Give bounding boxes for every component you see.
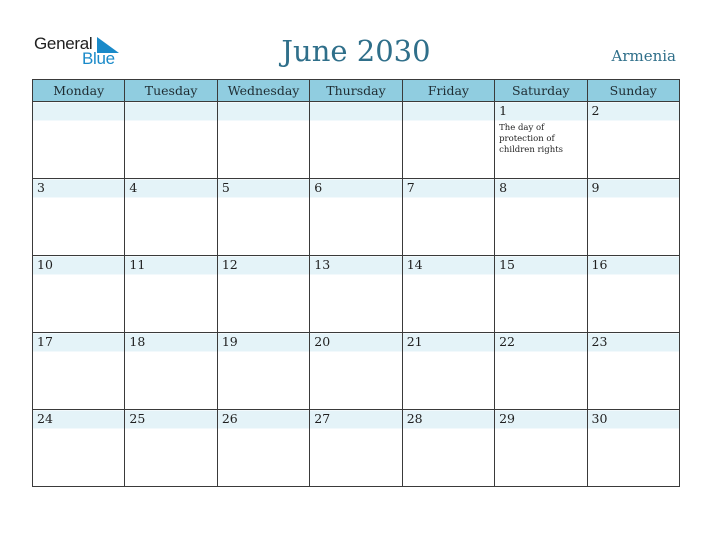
day-number: 1 xyxy=(499,103,508,118)
weekday-header: Friday xyxy=(402,80,494,102)
day-number: 16 xyxy=(591,257,608,272)
day-cell xyxy=(402,333,494,410)
day-cell xyxy=(217,410,309,487)
day-number: 23 xyxy=(591,334,608,349)
day-number: 2 xyxy=(591,103,600,118)
logo-word-general: General xyxy=(34,34,93,53)
day-number: 9 xyxy=(591,180,600,195)
day-cell xyxy=(33,333,125,410)
country-label: Armenia xyxy=(611,47,676,65)
day-cell xyxy=(33,179,125,256)
day-cell xyxy=(217,179,309,256)
day-cell xyxy=(402,179,494,256)
day-number: 27 xyxy=(314,411,331,426)
day-cell xyxy=(33,256,125,333)
day-number: 19 xyxy=(221,334,238,349)
day-cell xyxy=(587,256,679,333)
day-cell xyxy=(125,333,217,410)
day-number: 28 xyxy=(406,411,423,426)
day-cell xyxy=(217,102,309,179)
week-row xyxy=(33,102,680,179)
day-cell xyxy=(33,410,125,487)
weekday-header: Monday xyxy=(33,80,125,102)
day-cell xyxy=(310,256,402,333)
week-row xyxy=(33,179,680,256)
day-cell xyxy=(217,333,309,410)
day-number: 30 xyxy=(591,411,608,426)
day-number: 18 xyxy=(129,334,146,349)
day-number: 24 xyxy=(37,411,53,426)
day-cell xyxy=(495,179,587,256)
day-cell xyxy=(587,333,679,410)
day-cell xyxy=(310,333,402,410)
weekday-header-row xyxy=(33,80,680,102)
day-number: 13 xyxy=(314,257,331,272)
day-cell xyxy=(587,410,679,487)
day-cell xyxy=(402,102,494,179)
day-number xyxy=(403,102,494,120)
day-number: 17 xyxy=(37,334,53,349)
day-number xyxy=(33,102,124,120)
day-number xyxy=(310,102,401,120)
day-cell xyxy=(587,179,679,256)
page-title: June 2030 xyxy=(281,34,431,68)
week-row xyxy=(33,410,680,487)
day-cell xyxy=(495,256,587,333)
weekday-header: Sunday xyxy=(587,80,679,102)
day-number: 8 xyxy=(499,180,508,195)
day-cell xyxy=(587,102,679,179)
day-cell xyxy=(125,410,217,487)
weekday-header: Tuesday xyxy=(125,80,217,102)
holiday-note: The day of protection of children rights xyxy=(499,123,563,155)
weekday-header: Thursday xyxy=(310,80,402,102)
day-cell xyxy=(495,102,587,179)
day-number: 5 xyxy=(221,180,230,195)
day-number: 6 xyxy=(314,180,323,195)
day-cell xyxy=(495,410,587,487)
day-cell xyxy=(125,102,217,179)
weekday-header: Saturday xyxy=(495,80,587,102)
day-number: 25 xyxy=(129,411,146,426)
day-cell xyxy=(217,256,309,333)
day-number xyxy=(218,102,309,120)
day-cell xyxy=(310,410,402,487)
day-cell xyxy=(402,256,494,333)
day-number: 11 xyxy=(129,257,146,272)
day-cell xyxy=(33,102,125,179)
day-cell xyxy=(310,179,402,256)
logo-word-blue: Blue xyxy=(82,49,115,68)
day-cell xyxy=(125,179,217,256)
day-cell xyxy=(310,102,402,179)
day-cell xyxy=(125,256,217,333)
day-number: 15 xyxy=(499,257,516,272)
day-number xyxy=(125,102,216,120)
day-cell xyxy=(495,333,587,410)
week-row xyxy=(33,256,680,333)
day-cell xyxy=(402,410,494,487)
weekday-header: Wednesday xyxy=(217,80,309,102)
day-number: 29 xyxy=(499,411,516,426)
day-number: 7 xyxy=(406,180,415,195)
day-number: 4 xyxy=(129,180,138,195)
day-number: 12 xyxy=(221,257,238,272)
day-number: 3 xyxy=(37,180,45,195)
day-number: 21 xyxy=(406,334,423,349)
day-number: 10 xyxy=(37,257,53,272)
day-number: 26 xyxy=(221,411,238,426)
day-number: 20 xyxy=(314,334,331,349)
day-number: 14 xyxy=(406,257,423,272)
day-number: 22 xyxy=(499,334,516,349)
calendar-grid xyxy=(32,79,680,487)
week-row xyxy=(33,333,680,410)
